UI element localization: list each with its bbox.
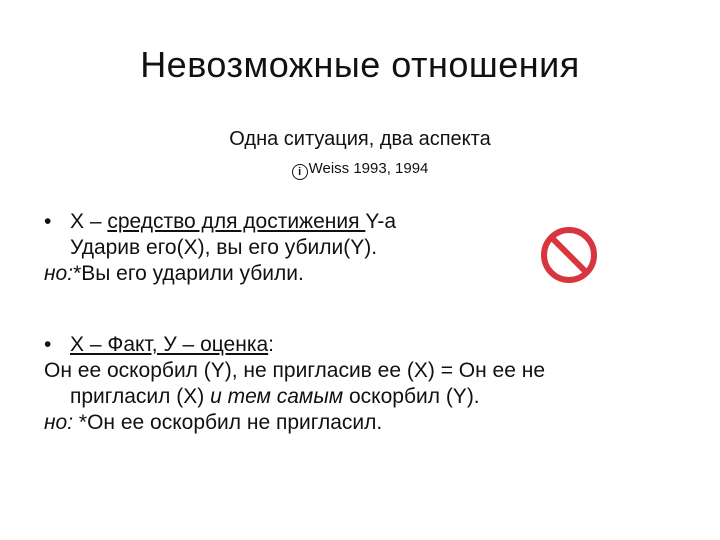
block1-line3-label: но: xyxy=(44,262,74,285)
block1-line1 xyxy=(44,209,396,235)
block2-line3 xyxy=(44,384,545,410)
block2-line3-prefix: пригласил (X) xyxy=(70,385,211,408)
block2-line4 xyxy=(44,410,545,436)
block2-line4-text: *Он ее оскорбил не пригласил. xyxy=(73,411,383,434)
block2-line4-label: но: xyxy=(44,411,74,434)
block2-line1-suffix: : xyxy=(268,333,274,356)
bullet: • xyxy=(44,333,52,356)
slide-subtitle: Одна ситуация, два аспекта xyxy=(229,128,491,150)
block2-line1-underlined: X – Факт, У – оценка xyxy=(70,333,269,356)
example-block-1 xyxy=(44,209,396,287)
block2-line2: Он ее оскорбил (Y), не пригласив ее (X) = Он ее не xyxy=(44,359,546,382)
block2-line3-suffix: оскорбил (Y). xyxy=(343,385,480,408)
slide-title: Невозможные отношения xyxy=(140,44,580,85)
prohibited-icon xyxy=(540,226,598,284)
block1-line1-suffix: Y-a xyxy=(365,210,397,233)
block1-line3 xyxy=(44,261,396,287)
block1-line1-prefix: X – xyxy=(70,210,108,233)
block1-line3-text: *Вы его ударили убили. xyxy=(73,262,304,285)
citation-text: Weiss 1993, 1994 xyxy=(308,160,429,177)
bullet: • xyxy=(44,210,52,233)
info-icon: i xyxy=(292,164,308,180)
block1-line1-underlined: средство для достижения xyxy=(107,210,366,233)
block2-line1 xyxy=(44,332,545,358)
block2-line3-italic: и тем самым xyxy=(210,385,344,408)
block1-line2: Ударив его(X), вы его убили(Y). xyxy=(70,236,378,259)
citation xyxy=(0,160,720,180)
example-block-2 xyxy=(44,332,545,436)
